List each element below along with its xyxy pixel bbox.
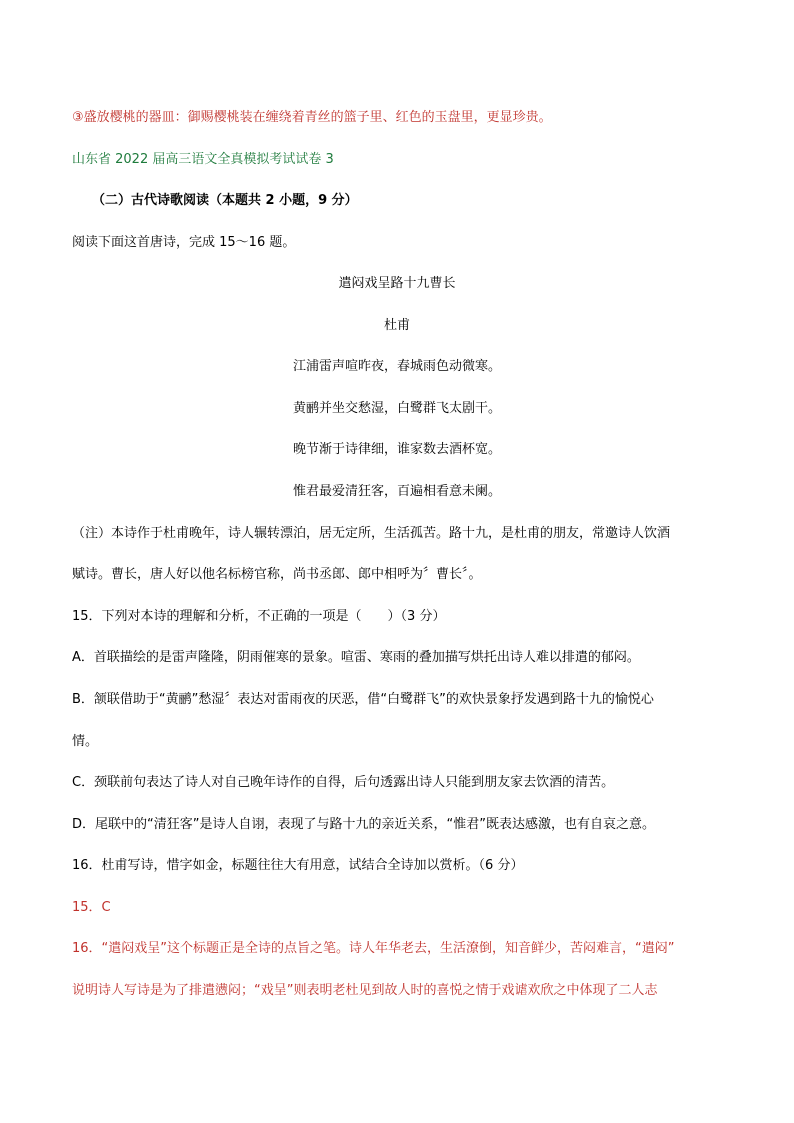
answer-16: 16．“遣闷戏呈”这个标题正是全诗的点旨之笔。诗人年华老去，生活潦倒，知音鲜少，苦闷难言，“遣闷” [72,941,675,956]
option-c: C．颈联前句表达了诗人对自己晚年诗作的自得，后句透露出诗人只能到朋友家去饮酒的清苦。 [72,775,615,790]
poem-line: 晚节渐于诗律细，谁家数去酒杯宽。 [292,442,501,457]
option-d: D．尾联中的“清狂客”是诗人自诩，表现了与路十九的亲近关系，“惟君”既表达感激，也有自哀之意。 [72,817,655,832]
answer-16-continued: 说明诗人写诗是为了排遣懑闷；“戏呈”则表明老杜见到故人时的喜悦之情于戏谑欢欣之中体现了二人志 [72,983,658,998]
poem-line: 黄鹂并坐交愁湿，白鹭群飞太剧干。 [292,401,501,416]
poem-line: 江浦雷声喧昨夜，春城雨色动微寒。 [292,359,501,374]
answer-15: 15．C [72,900,111,915]
poem-author: 杜甫 [383,318,410,333]
option-b: B．颔联借助于“黄鹂”愁湿〞表达对雷雨夜的厌恶，借“白鹭群飞”的欢快景象抒发遇到路十九的愉悦心 [72,692,654,707]
option-b-continued: 情。 [72,734,99,749]
poem-line: 惟君最爱清狂客，百遍相看意未阑。 [292,484,501,499]
section-heading: （二）古代诗歌阅读（本题共 2 小题，9 分） [92,193,358,208]
previous-answer-line: ③盛放樱桃的器皿：御赐樱桃装在缠绕着青丝的篮子里、红色的玉盘里，更显珍贵。 [72,110,552,125]
source-title: 山东省 2022 届高三语文全真模拟考试试卷 3 [72,152,334,167]
poem-title: 遣闷戏呈路十九曹长 [338,276,456,291]
poem-note: （注）本诗作于杜甫晚年，诗人辗转漂泊，居无定所，生活孤苦。路十九，是杜甫的朋友，常邀诗人饮酒 [72,526,671,541]
question-15: 15．下列对本诗的理解和分析，不正确的一项是（ ）（3 分） [72,609,446,624]
option-a: A．首联描绘的是雷声隆隆，阴雨催寒的景象。喧雷、寒雨的叠加描写烘托出诗人难以排遣的郁闷。 [72,650,640,665]
question-16: 16．杜甫写诗，惜字如金，标题往往大有用意，试结合全诗加以赏析。（6 分） [72,858,524,873]
poem-note-continued: 赋诗。曹长，唐人好以他名标榜官称，尚书丞郎、郎中相呼为〞曹长〞。 [72,567,482,582]
reading-instruction: 阅读下面这首唐诗，完成 15～16 题。 [72,235,296,250]
